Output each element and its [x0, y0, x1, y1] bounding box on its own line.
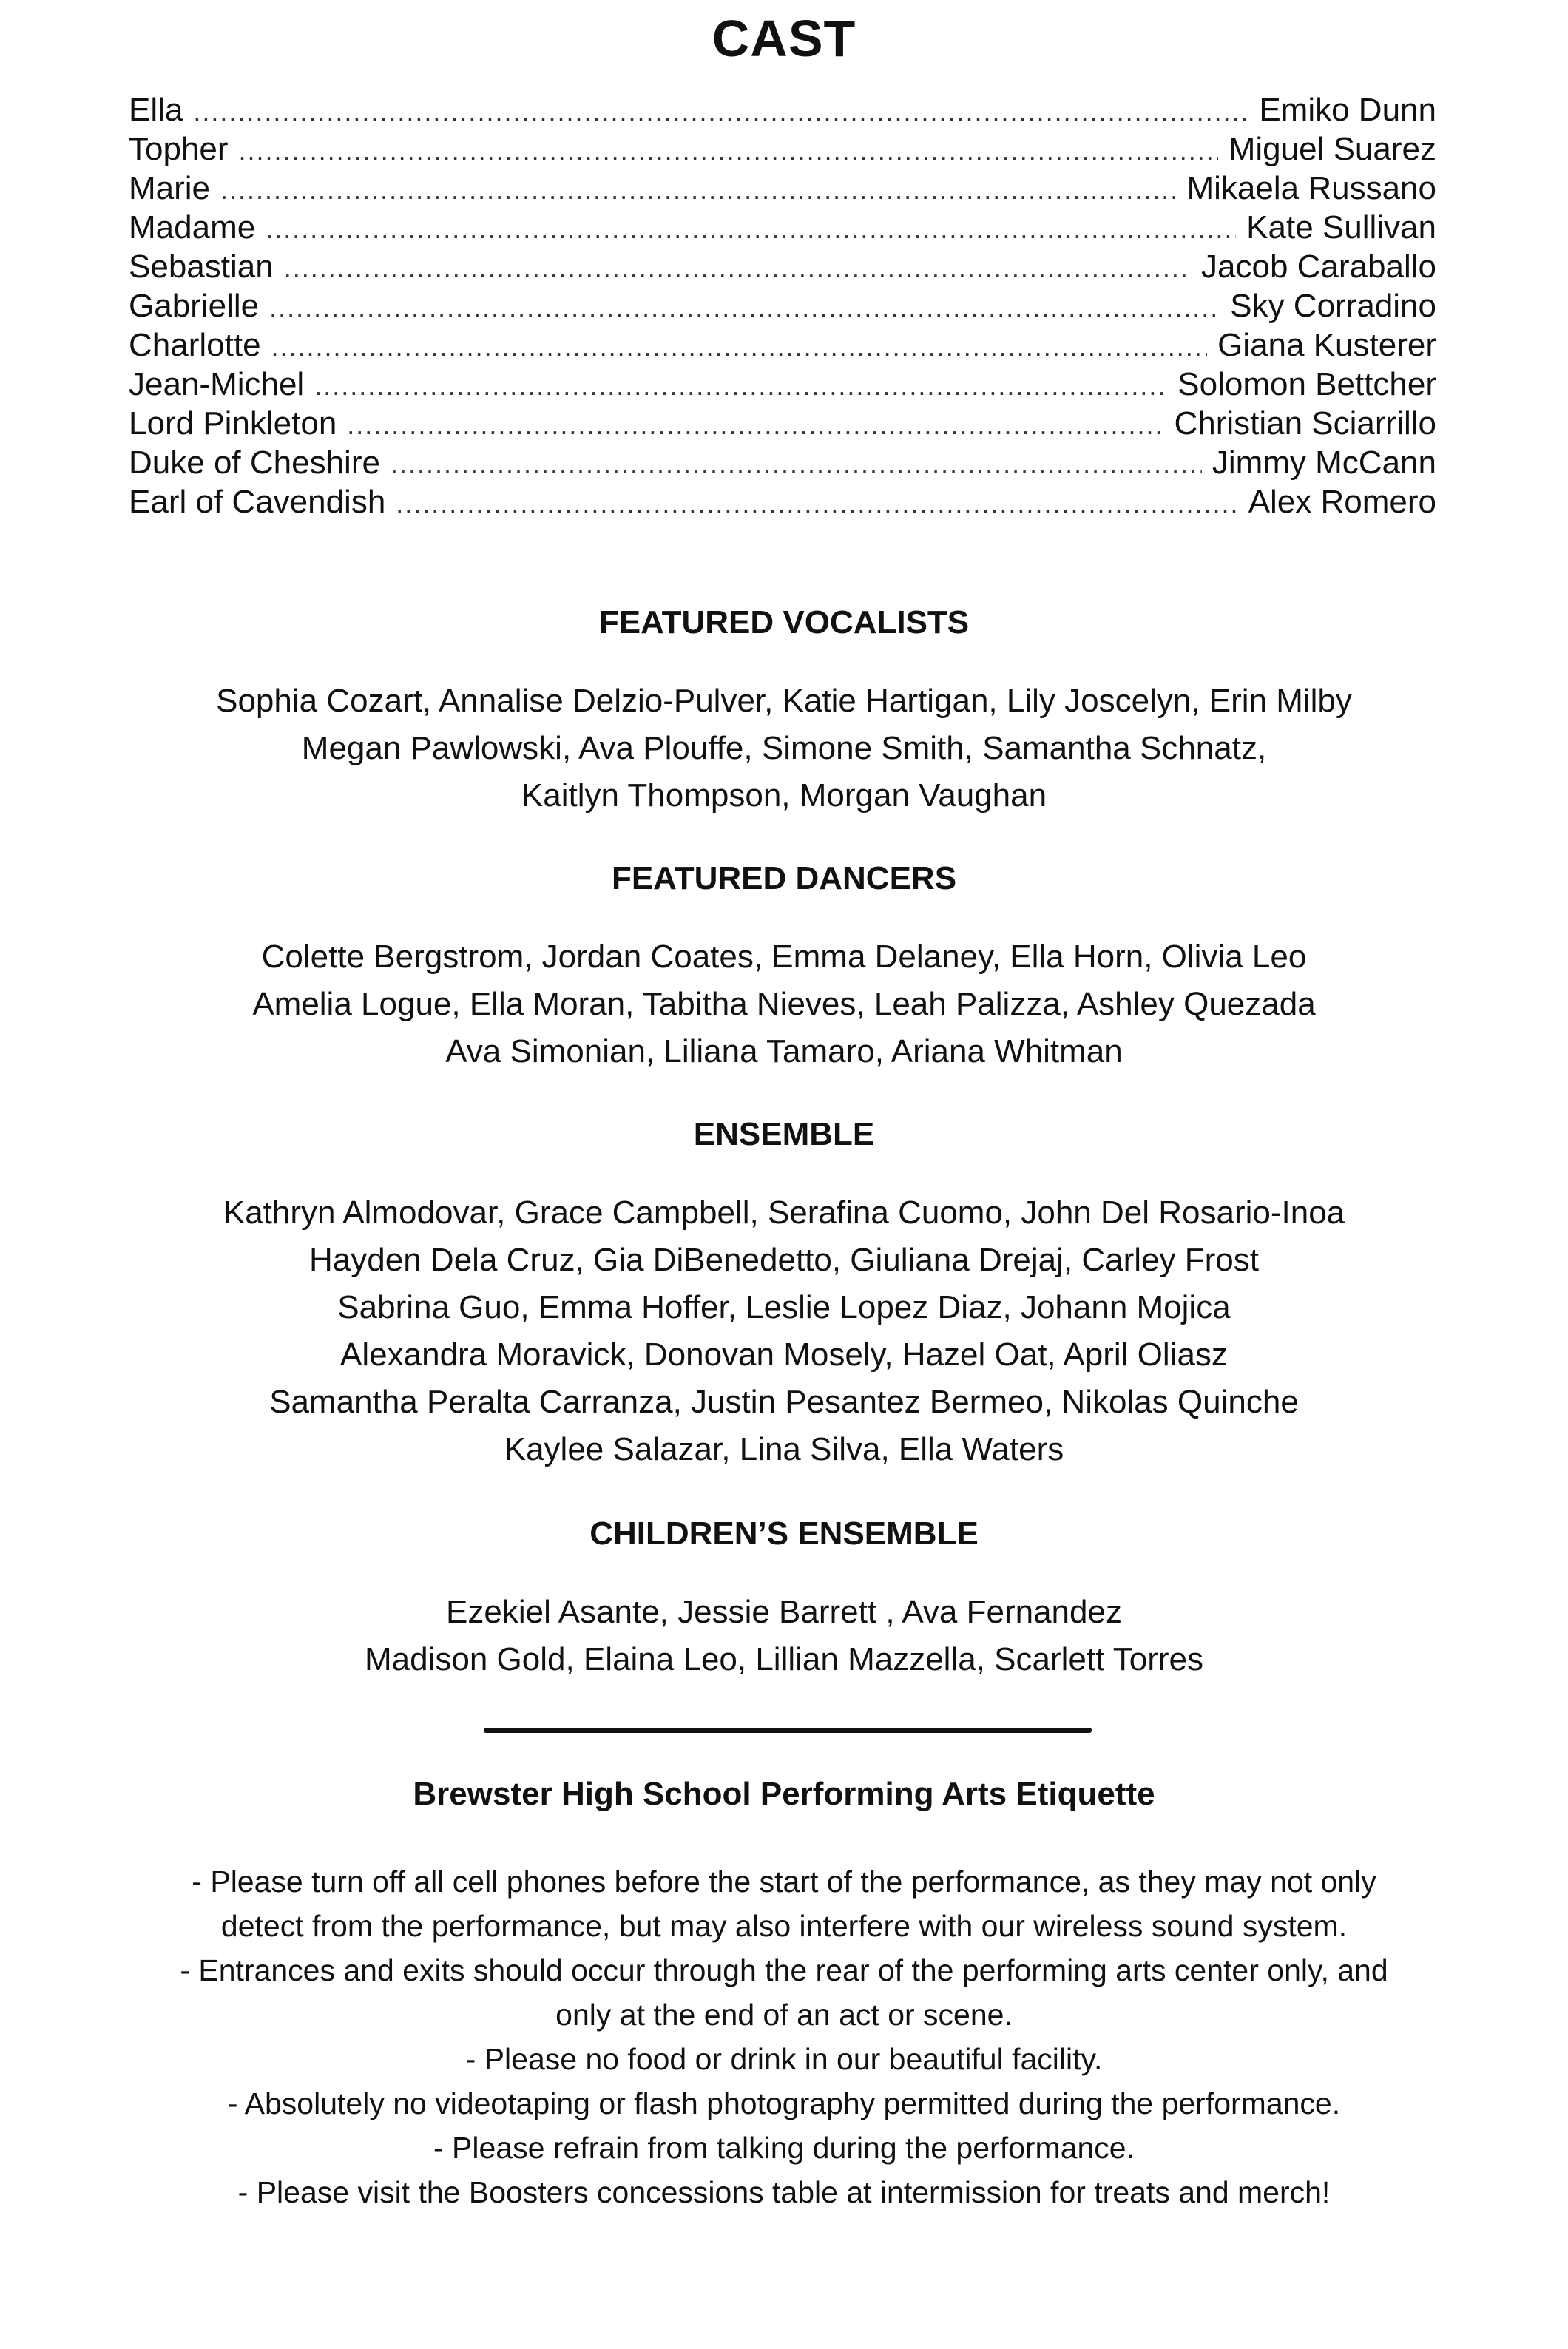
- etiquette-line: - Please visit the Boosters concessions table at intermission for treats and merch!: [237, 2175, 1331, 2209]
- cast-actor: Alex Romero: [1248, 484, 1436, 520]
- name-line: Hayden Dela Cruz, Gia DiBenedetto, Giuliana Drejaj, Carley Frost: [309, 1242, 1259, 1278]
- cast-title: CAST: [712, 10, 856, 67]
- featured-vocalists-section: [0, 601, 1568, 819]
- cast-row: [129, 129, 1436, 169]
- cast-row: [129, 169, 1436, 208]
- etiquette-line: - Absolutely no videotaping or flash photography permitted during the performance.: [227, 2086, 1341, 2120]
- name-line: Sophia Cozart, Annalise Delzio-Pulver, Katie Hartigan, Lily Joscelyn, Erin Milby: [216, 683, 1352, 719]
- dot-leader: [266, 209, 1236, 249]
- etiquette-line: - Entrances and exits should occur through the rear of the performing arts center only, and: [180, 1953, 1388, 1987]
- name-list: [0, 677, 1568, 819]
- etiquette-line: - Please refrain from talking during the performance.: [433, 2131, 1135, 2165]
- dot-leader: [269, 288, 1220, 327]
- cast-actor: Giana Kusterer: [1217, 327, 1436, 363]
- cast-role: Sebastian: [129, 249, 274, 285]
- section-heading: FEATURED DANCERS: [611, 860, 957, 896]
- cast-actor: Kate Sullivan: [1246, 209, 1436, 246]
- dot-leader: [391, 445, 1202, 484]
- section-heading: FEATURED VOCALISTS: [598, 604, 970, 641]
- childrens-ensemble-section: [0, 1512, 1568, 1683]
- cast-actor: Emiko Dunn: [1259, 92, 1436, 128]
- name-line: Sabrina Guo, Emma Hoffer, Leslie Lopez Diaz, Johann Mojica: [337, 1289, 1231, 1325]
- name-line: Samantha Peralta Carranza, Justin Pesantez Bermeo, Nikolas Quinche: [269, 1384, 1299, 1420]
- cast-role: Ella: [129, 92, 183, 128]
- name-line: Kaylee Salazar, Lina Silva, Ella Waters: [504, 1431, 1064, 1467]
- cast-actor: Solomon Bettcher: [1177, 366, 1436, 402]
- cast-row: [129, 404, 1436, 443]
- etiquette-line: - Please no food or drink in our beautiful facility.: [465, 2042, 1103, 2076]
- cast-actor: Jimmy McCann: [1212, 445, 1436, 481]
- cast-row: [129, 482, 1436, 521]
- dot-leader: [284, 249, 1191, 288]
- cast-role: Duke of Cheshire: [129, 445, 380, 481]
- section-divider: [484, 1728, 1092, 1733]
- cast-actor: Mikaela Russano: [1186, 170, 1436, 206]
- dot-leader: [220, 170, 1176, 209]
- dot-leader: [314, 366, 1167, 405]
- cast-row: [129, 247, 1436, 286]
- cast-actor: Jacob Caraballo: [1201, 249, 1436, 285]
- cast-role: Gabrielle: [129, 288, 260, 324]
- section-heading: CHILDREN’S ENSEMBLE: [589, 1515, 979, 1552]
- cast-actor: Sky Corradino: [1230, 288, 1436, 324]
- ensemble-section: [0, 1112, 1568, 1473]
- dot-leader: [396, 484, 1237, 523]
- etiquette-list: [0, 1859, 1568, 2214]
- name-line: Ezekiel Asante, Jessie Barrett , Ava Fernandez: [446, 1594, 1122, 1630]
- dot-leader: [239, 131, 1218, 170]
- cast-row: [129, 443, 1436, 482]
- name-line: Alexandra Moravick, Donovan Mosely, Hazel Oat, April Oliasz: [340, 1336, 1228, 1373]
- cast-role: Jean-Michel: [129, 366, 305, 402]
- cast-row: [129, 90, 1436, 129]
- cast-role: Madame: [129, 209, 256, 246]
- cast-role: Marie: [129, 170, 211, 206]
- cast-list: [129, 90, 1436, 521]
- name-list: [0, 1589, 1568, 1683]
- dot-leader: [193, 92, 1248, 131]
- name-line: Kathryn Almodovar, Grace Campbell, Serafina Cuomo, John Del Rosario-Inoa: [223, 1194, 1345, 1231]
- featured-dancers-section: [0, 856, 1568, 1075]
- dot-leader: [271, 327, 1208, 366]
- etiquette-line: detect from the performance, but may also interfere with our wireless sound system.: [220, 1909, 1348, 1943]
- section-heading: ENSEMBLE: [693, 1116, 875, 1152]
- name-line: Madison Gold, Elaina Leo, Lillian Mazzella, Scarlett Torres: [365, 1641, 1203, 1677]
- cast-role: Earl of Cavendish: [129, 484, 386, 520]
- etiquette-line: - Please turn off all cell phones before the start of the performance, as they may not only: [192, 1865, 1376, 1899]
- cast-role: Lord Pinkleton: [129, 405, 337, 442]
- cast-role: Topher: [129, 131, 229, 167]
- name-line: Kaitlyn Thompson, Morgan Vaughan: [521, 777, 1047, 814]
- cast-row: [129, 286, 1436, 325]
- name-line: Ava Simonian, Liliana Tamaro, Ariana Whitman: [445, 1033, 1123, 1069]
- name-line: Colette Bergstrom, Jordan Coates, Emma Delaney, Ella Horn, Olivia Leo: [261, 939, 1307, 975]
- name-list: [0, 933, 1568, 1075]
- cast-actor: Miguel Suarez: [1228, 131, 1436, 167]
- cast-role: Charlotte: [129, 327, 261, 363]
- name-line: Amelia Logue, Ella Moran, Tabitha Nieves, Leah Palizza, Ashley Quezada: [252, 986, 1316, 1022]
- cast-row: [129, 325, 1436, 365]
- cast-row: [129, 365, 1436, 404]
- dot-leader: [347, 405, 1163, 445]
- cast-actor: Christian Sciarrillo: [1174, 405, 1436, 442]
- etiquette-heading: Brewster High School Performing Arts Etiquette: [413, 1776, 1155, 1812]
- name-list: [0, 1189, 1568, 1473]
- cast-row: [129, 208, 1436, 247]
- name-line: Megan Pawlowski, Ava Plouffe, Simone Smith, Samantha Schnatz,: [301, 730, 1267, 766]
- etiquette-line: only at the end of an act or scene.: [555, 1998, 1013, 2032]
